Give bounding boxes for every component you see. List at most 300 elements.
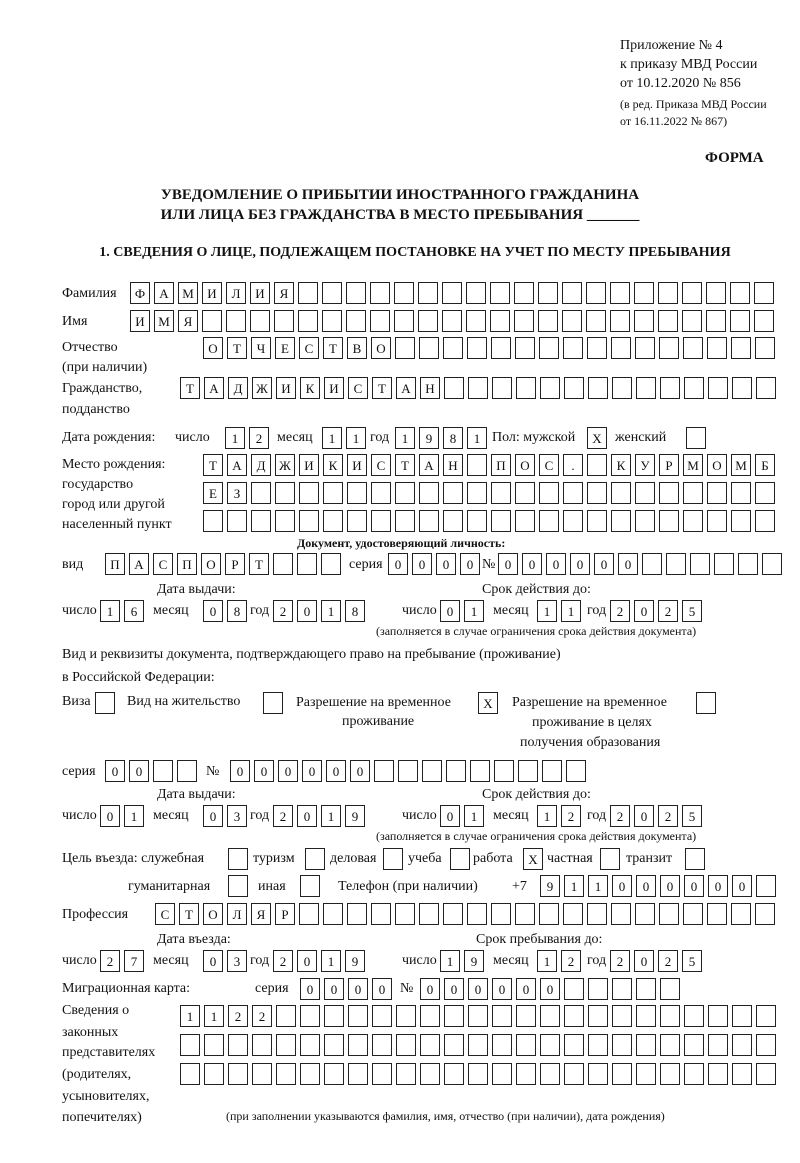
char-box[interactable] [708,1034,728,1056]
birth-year-field[interactable] [395,427,487,449]
char-box[interactable]: З [227,482,247,504]
char-box[interactable]: 0 [203,805,223,827]
id-valid-day-field[interactable] [440,600,484,622]
char-box[interactable]: 2 [252,1005,272,1027]
char-box[interactable]: Т [372,377,392,399]
char-box[interactable]: К [300,377,320,399]
char-box[interactable] [300,1063,320,1085]
char-box[interactable] [755,337,775,359]
char-box[interactable] [227,510,247,532]
char-box[interactable]: Л [226,282,246,304]
char-box[interactable]: Т [323,337,343,359]
birth-month-field[interactable] [322,427,366,449]
char-box[interactable] [611,482,631,504]
char-box[interactable] [708,377,728,399]
char-box[interactable] [323,482,343,504]
char-box[interactable]: 2 [273,600,293,622]
char-box[interactable]: 0 [460,553,480,575]
char-box[interactable] [540,1063,560,1085]
char-box[interactable] [322,310,342,332]
char-box[interactable]: 0 [522,553,542,575]
char-box[interactable] [467,903,487,925]
char-box[interactable]: Ж [252,377,272,399]
char-box[interactable]: 1 [180,1005,200,1027]
char-box[interactable]: 0 [420,978,440,1000]
char-box[interactable] [682,282,702,304]
char-box[interactable]: Б [755,454,775,476]
char-box[interactable] [611,337,631,359]
char-box[interactable] [706,282,726,304]
char-box[interactable] [756,1005,776,1027]
purpose-humanitarian-checkbox[interactable] [228,875,248,897]
char-box[interactable]: 0 [203,950,223,972]
char-box[interactable]: 0 [440,600,460,622]
char-box[interactable] [754,310,774,332]
char-box[interactable]: 2 [228,1005,248,1027]
visa-checkbox[interactable] [95,692,115,714]
temporary-residence-education-checkbox[interactable] [696,692,716,714]
char-box[interactable] [612,377,632,399]
char-box[interactable]: И [202,282,222,304]
char-box[interactable] [419,903,439,925]
char-box[interactable] [444,1034,464,1056]
char-box[interactable]: С [348,377,368,399]
char-box[interactable]: 3 [227,805,247,827]
char-box[interactable]: 1 [225,427,245,449]
char-box[interactable] [516,1005,536,1027]
char-box[interactable] [419,510,439,532]
char-box[interactable] [564,978,584,1000]
char-box[interactable] [539,903,559,925]
char-box[interactable] [562,310,582,332]
char-box[interactable] [228,1034,248,1056]
char-box[interactable] [564,1005,584,1027]
char-box[interactable] [300,1034,320,1056]
char-box[interactable] [659,510,679,532]
char-box[interactable]: И [347,454,367,476]
char-box[interactable]: 1 [537,805,557,827]
char-box[interactable] [371,482,391,504]
char-box[interactable]: 0 [203,600,223,622]
char-box[interactable] [153,760,173,782]
char-box[interactable]: Ж [275,454,295,476]
char-box[interactable] [587,510,607,532]
char-box[interactable]: Т [249,553,269,575]
char-box[interactable] [372,1034,392,1056]
char-box[interactable] [468,1063,488,1085]
char-box[interactable] [732,1005,752,1027]
char-box[interactable] [252,1063,272,1085]
char-box[interactable]: 2 [249,427,269,449]
char-box[interactable] [515,903,535,925]
char-box[interactable]: П [177,553,197,575]
char-box[interactable]: 9 [464,950,484,972]
char-box[interactable]: Ч [251,337,271,359]
char-box[interactable] [730,310,750,332]
char-box[interactable]: С [155,903,175,925]
char-box[interactable] [635,482,655,504]
char-box[interactable] [686,427,706,449]
char-box[interactable]: Р [225,553,245,575]
char-box[interactable] [658,282,678,304]
char-box[interactable] [634,310,654,332]
char-box[interactable] [755,903,775,925]
char-box[interactable] [684,377,704,399]
char-box[interactable] [348,1063,368,1085]
char-box[interactable] [394,282,414,304]
char-box[interactable]: С [299,337,319,359]
char-box[interactable]: 0 [388,553,408,575]
char-box[interactable] [347,510,367,532]
char-box[interactable] [444,1063,464,1085]
char-box[interactable] [696,692,716,714]
char-box[interactable] [324,1034,344,1056]
char-box[interactable] [586,310,606,332]
char-box[interactable] [444,1005,464,1027]
char-box[interactable]: И [276,377,296,399]
char-box[interactable] [395,903,415,925]
char-box[interactable] [492,1063,512,1085]
char-box[interactable] [466,282,486,304]
migration-card-series-field[interactable] [300,978,392,1000]
char-box[interactable] [305,848,325,870]
char-box[interactable] [660,377,680,399]
char-box[interactable] [228,848,248,870]
char-box[interactable] [324,1063,344,1085]
char-box[interactable]: 0 [105,760,125,782]
entry-month-field[interactable] [203,950,247,972]
female-checkbox[interactable] [686,427,706,449]
char-box[interactable] [297,553,317,575]
purpose-business-checkbox[interactable] [383,848,403,870]
char-box[interactable] [491,903,511,925]
char-box[interactable]: 0 [540,978,560,1000]
char-box[interactable] [514,282,534,304]
char-box[interactable] [228,875,248,897]
char-box[interactable] [275,510,295,532]
char-box[interactable] [612,1063,632,1085]
char-box[interactable] [732,377,752,399]
char-box[interactable] [490,282,510,304]
char-box[interactable]: 0 [129,760,149,782]
purpose-transit-checkbox[interactable] [685,848,705,870]
char-box[interactable] [418,310,438,332]
char-box[interactable]: Т [203,454,223,476]
char-box[interactable]: 1 [467,427,487,449]
char-box[interactable] [563,337,583,359]
profession-field[interactable] [155,903,775,925]
char-box[interactable]: 1 [321,805,341,827]
char-box[interactable] [323,903,343,925]
char-box[interactable] [600,848,620,870]
char-box[interactable]: Т [180,377,200,399]
char-box[interactable] [468,377,488,399]
char-box[interactable]: 1 [124,805,144,827]
stay-day-field[interactable] [440,950,484,972]
char-box[interactable] [538,282,558,304]
char-box[interactable]: Н [443,454,463,476]
char-box[interactable] [756,1034,776,1056]
char-box[interactable] [275,482,295,504]
char-box[interactable]: А [129,553,149,575]
char-box[interactable] [738,553,758,575]
char-box[interactable] [756,875,776,897]
char-box[interactable] [442,310,462,332]
char-box[interactable] [466,310,486,332]
char-box[interactable] [588,978,608,1000]
char-box[interactable] [636,1063,656,1085]
birthplace-field-row3[interactable] [203,510,775,532]
char-box[interactable] [346,282,366,304]
char-box[interactable]: О [201,553,221,575]
char-box[interactable] [420,1005,440,1027]
char-box[interactable]: 0 [612,875,632,897]
char-box[interactable] [755,510,775,532]
char-box[interactable] [588,1034,608,1056]
name-field[interactable] [130,310,774,332]
char-box[interactable]: X [478,692,498,714]
char-box[interactable] [374,760,394,782]
char-box[interactable] [347,903,367,925]
char-box[interactable] [494,760,514,782]
char-box[interactable] [180,1034,200,1056]
char-box[interactable] [683,903,703,925]
char-box[interactable] [684,1034,704,1056]
char-box[interactable] [177,760,197,782]
char-box[interactable] [202,310,222,332]
char-box[interactable]: Я [178,310,198,332]
char-box[interactable]: 2 [658,600,678,622]
char-box[interactable] [491,337,511,359]
char-box[interactable] [468,1005,488,1027]
char-box[interactable]: 0 [440,805,460,827]
char-box[interactable] [587,337,607,359]
char-box[interactable] [372,1063,392,1085]
char-box[interactable]: 1 [537,600,557,622]
char-box[interactable]: 5 [682,805,702,827]
char-box[interactable]: 0 [570,553,590,575]
char-box[interactable] [419,482,439,504]
char-box[interactable]: 0 [634,950,654,972]
char-box[interactable] [706,310,726,332]
char-box[interactable] [276,1034,296,1056]
char-box[interactable]: С [539,454,559,476]
char-box[interactable]: 0 [297,600,317,622]
representatives-field-row2[interactable] [180,1034,776,1056]
char-box[interactable]: 0 [297,805,317,827]
char-box[interactable]: Я [274,282,294,304]
char-box[interactable] [420,1034,440,1056]
char-box[interactable]: С [371,454,391,476]
char-box[interactable] [383,848,403,870]
char-box[interactable]: Т [395,454,415,476]
char-box[interactable] [610,282,630,304]
char-box[interactable]: О [515,454,535,476]
migration-card-number-field[interactable] [420,978,680,1000]
char-box[interactable]: И [324,377,344,399]
purpose-tourism-checkbox[interactable] [305,848,325,870]
char-box[interactable] [516,377,536,399]
char-box[interactable]: 0 [594,553,614,575]
char-box[interactable] [714,553,734,575]
char-box[interactable] [731,903,751,925]
char-box[interactable]: 0 [324,978,344,1000]
char-box[interactable] [685,848,705,870]
char-box[interactable]: М [154,310,174,332]
char-box[interactable]: П [105,553,125,575]
char-box[interactable]: 9 [345,950,365,972]
rd-issue-day-field[interactable] [100,805,144,827]
char-box[interactable] [540,1034,560,1056]
char-box[interactable]: 9 [419,427,439,449]
char-box[interactable] [540,377,560,399]
char-box[interactable]: А [154,282,174,304]
char-box[interactable]: 0 [230,760,250,782]
char-box[interactable] [660,978,680,1000]
char-box[interactable] [370,282,390,304]
char-box[interactable] [684,1063,704,1085]
char-box[interactable] [395,510,415,532]
char-box[interactable]: 2 [610,600,630,622]
char-box[interactable] [538,310,558,332]
char-box[interactable]: 1 [537,950,557,972]
char-box[interactable] [467,510,487,532]
char-box[interactable] [756,377,776,399]
char-box[interactable] [682,310,702,332]
char-box[interactable] [756,1063,776,1085]
rd-number-field[interactable] [230,760,586,782]
entry-year-field[interactable] [273,950,365,972]
char-box[interactable] [588,1063,608,1085]
char-box[interactable]: 2 [658,950,678,972]
char-box[interactable] [446,760,466,782]
char-box[interactable] [251,482,271,504]
char-box[interactable] [635,337,655,359]
representatives-field-row3[interactable] [180,1063,776,1085]
char-box[interactable]: К [323,454,343,476]
char-box[interactable] [587,454,607,476]
char-box[interactable] [396,1005,416,1027]
char-box[interactable] [300,1005,320,1027]
char-box[interactable] [642,553,662,575]
char-box[interactable]: 7 [124,950,144,972]
char-box[interactable] [635,903,655,925]
char-box[interactable] [470,760,490,782]
char-box[interactable] [563,510,583,532]
char-box[interactable] [273,553,293,575]
char-box[interactable] [324,1005,344,1027]
char-box[interactable]: И [130,310,150,332]
char-box[interactable] [611,510,631,532]
entry-day-field[interactable] [100,950,144,972]
char-box[interactable]: 0 [516,978,536,1000]
char-box[interactable]: Л [227,903,247,925]
char-box[interactable] [612,978,632,1000]
char-box[interactable] [518,760,538,782]
char-box[interactable] [707,482,727,504]
phone-field[interactable] [540,875,776,897]
id-series-field[interactable] [388,553,480,575]
char-box[interactable] [515,337,535,359]
char-box[interactable] [515,482,535,504]
char-box[interactable]: Т [179,903,199,925]
char-box[interactable]: 1 [100,600,120,622]
char-box[interactable]: 0 [436,553,456,575]
char-box[interactable]: 1 [588,875,608,897]
char-box[interactable] [587,482,607,504]
char-box[interactable] [539,337,559,359]
char-box[interactable]: 1 [321,950,341,972]
char-box[interactable]: 2 [561,805,581,827]
char-box[interactable] [467,482,487,504]
char-box[interactable]: У [635,454,655,476]
char-box[interactable]: 8 [345,600,365,622]
rd-valid-month-field[interactable] [537,805,581,827]
char-box[interactable] [542,760,562,782]
char-box[interactable] [707,903,727,925]
char-box[interactable] [226,310,246,332]
char-box[interactable]: 0 [100,805,120,827]
char-box[interactable] [95,692,115,714]
char-box[interactable]: 5 [682,950,702,972]
char-box[interactable] [708,1005,728,1027]
char-box[interactable] [564,377,584,399]
char-box[interactable]: 0 [326,760,346,782]
char-box[interactable]: П [491,454,511,476]
char-box[interactable]: А [204,377,224,399]
char-box[interactable]: 0 [708,875,728,897]
char-box[interactable] [348,1005,368,1027]
rd-valid-year-field[interactable] [610,805,702,827]
char-box[interactable] [588,377,608,399]
char-box[interactable]: М [178,282,198,304]
rd-valid-day-field[interactable] [440,805,484,827]
char-box[interactable]: 0 [546,553,566,575]
birth-day-field[interactable] [225,427,269,449]
char-box[interactable] [492,1034,512,1056]
char-box[interactable]: 1 [395,427,415,449]
char-box[interactable] [684,1005,704,1027]
char-box[interactable] [394,310,414,332]
char-box[interactable] [180,1063,200,1085]
id-number-field[interactable] [498,553,782,575]
char-box[interactable] [690,553,710,575]
char-box[interactable] [322,282,342,304]
char-box[interactable] [443,510,463,532]
char-box[interactable] [492,1005,512,1027]
char-box[interactable] [659,903,679,925]
char-box[interactable]: 6 [124,600,144,622]
char-box[interactable] [636,978,656,1000]
temporary-residence-checkbox[interactable] [478,692,498,714]
char-box[interactable]: 0 [348,978,368,1000]
char-box[interactable] [204,1063,224,1085]
char-box[interactable] [299,482,319,504]
stay-year-field[interactable] [610,950,702,972]
char-box[interactable]: К [611,454,631,476]
char-box[interactable] [755,482,775,504]
char-box[interactable]: 2 [658,805,678,827]
char-box[interactable] [562,282,582,304]
char-box[interactable] [514,310,534,332]
char-box[interactable]: 0 [302,760,322,782]
char-box[interactable] [731,482,751,504]
char-box[interactable]: 2 [610,950,630,972]
char-box[interactable]: 9 [345,805,365,827]
char-box[interactable]: 0 [684,875,704,897]
char-box[interactable] [539,510,559,532]
char-box[interactable]: 1 [464,805,484,827]
